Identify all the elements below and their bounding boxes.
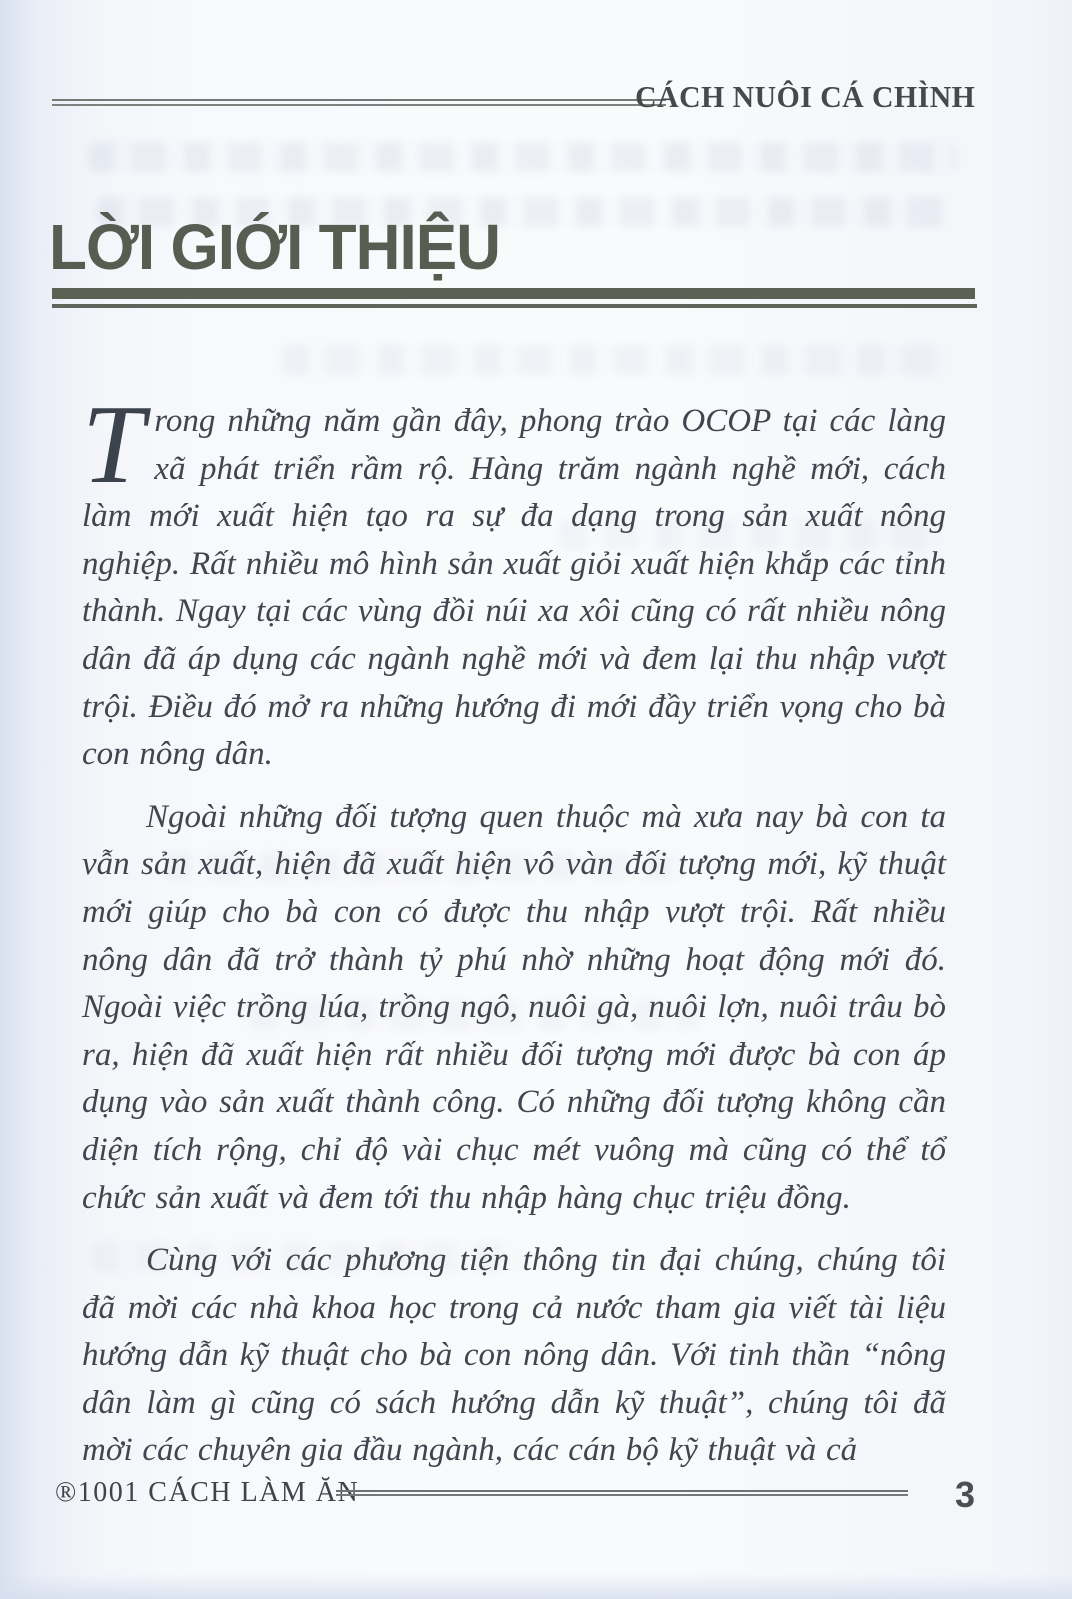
chapter-title: LỜI GIỚI THIỆU	[49, 211, 501, 283]
paragraph-1	[82, 383, 946, 779]
title-rule-thin	[52, 304, 977, 308]
header-double-rule	[52, 99, 666, 106]
drop-cap-letter: T	[82, 383, 145, 507]
body-text	[82, 383, 946, 1475]
bleed-through-artifact	[282, 345, 947, 375]
footer-imprint: ®1001 CÁCH LÀM ĂN	[55, 1477, 360, 1508]
title-rule-thick	[52, 288, 975, 299]
paragraph-2: Ngoài những đối tượng quen thuộc mà xưa nay bà con ta vẫn sản xuất, hiện đã xuất hiện vô vàn đối tượng mới, kỹ thuật mới giúp cho bà con có được thu nhập vượt trội. Rất nhiều nông dân đã trở thành tỷ phú nhờ những hoạt động mới đó. Ngoài việc trồng lúa, trồng ngô, nuôi gà, nuôi lợn, nuôi trâu bò ra, hiện đã xuất hiện rất nhiều đối tượng mới được bà con áp dụng vào sản xuất thành công. Có những đối tượng không cần diện tích rộng, chỉ độ vài chục mét vuông mà cũng có thể tổ chức sản xuất và đem tới thu nhập hàng chục triệu đồng.	[82, 798, 946, 1216]
running-header-title: CÁCH NUÔI CÁ CHÌNH	[634, 79, 975, 114]
paragraph-3: Cùng với các phương tiện thông tin đại chúng, chúng tôi đã mời các nhà khoa học trong cả nước tham gia viết tài liệu hướng dẫn kỹ thuật cho bà con nông dân. Với tinh thần “nông dân làm gì cũng có sách hướng dẫn kỹ thuật”, chúng tôi đã mời các chuyên gia đầu ngành, các cán bộ kỹ thuật và cả	[82, 1242, 946, 1469]
page-number: 3	[954, 1474, 975, 1515]
bleed-through-artifact	[88, 142, 956, 172]
paragraph-1-text: rong những năm gần đây, phong trào OCOP tại các làng xã phát triển rầm rộ. Hàng trăm ngành nghề mới, cách làm mới xuất hiện tạo ra sự đa dạng trong sản xuất nông nghiệp. Rất nhiều mô hình sản xuất giỏi xuất hiện khắp các tỉnh thành. Ngay tại các vùng đồi núi xa xôi cũng có rất nhiều nông dân đã áp dụng các ngành nghề mới và đem lại thu nhập vượt trội. Điều đó mở ra những hướng đi mới đầy triển vọng cho bà con nông dân.	[82, 403, 946, 773]
footer-double-rule	[336, 1490, 908, 1496]
